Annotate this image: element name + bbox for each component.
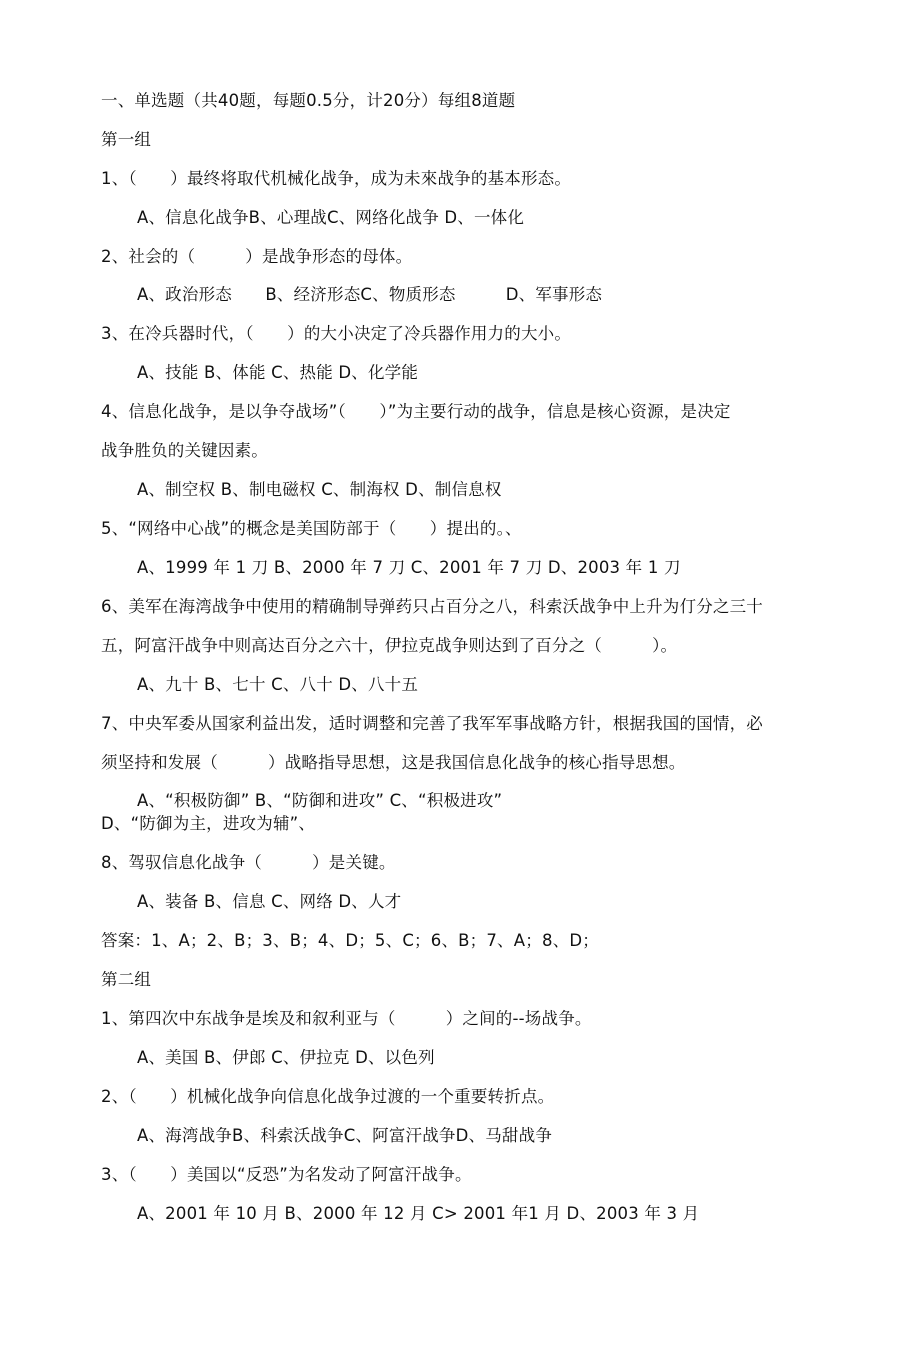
question-1-4-line2: 战争胜负的关键因素。 xyxy=(101,441,268,460)
options-1-8: A、装备 B、信息 C、网络 D、人才 xyxy=(137,892,402,911)
question-1-6-line1: 6、美军在海湾战争中使用的精确制导弹药只占百分之八，科索沃战争中上升为仃分之三十 xyxy=(101,597,763,616)
question-1-1: 1、（ ）最终将取代机械化战争，成为未來战争的基本形态。 xyxy=(101,169,572,188)
question-1-4-line1: 4、信息化战争，是以争夺战场”（ ）”为主要行动的战争，信息是核心资源，是决定 xyxy=(101,402,731,421)
options-1-2: A、政治形态 B、经济形态C、物质形态 D、军事形态 xyxy=(137,285,603,304)
question-2-1: 1、第四次中东战争是埃及和叙利亚与（ ）之间的--场战争。 xyxy=(101,1009,592,1028)
question-1-7-line2: 须坚持和发展（ ）战略指导思想，这是我国信息化战争的核心指导思想。 xyxy=(101,753,686,772)
options-2-1: A、美国 B、伊郎 C、伊拉克 D、以色列 xyxy=(137,1048,435,1067)
answer-key-1: 答案：1、A；2、B；3、B；4、D；5、C；6、B；7、A；8、D； xyxy=(101,931,599,950)
options-1-7-line1: A、“积极防御” B、“防御和进攻” C、“积极进攻” xyxy=(137,791,503,810)
question-1-8: 8、驾驭信息化战争（ ）是关键。 xyxy=(101,853,396,872)
question-1-2: 2、社会的（ ）是战争形态的母体。 xyxy=(101,247,413,266)
question-1-7-line1: 7、中央军委从国家利益出发，适时调整和完善了我军军事战略方针，根据我国的国情，必 xyxy=(101,714,763,733)
question-1-3: 3、在冷兵器时代，（ ）的大小决定了冷兵器作用力的大小。 xyxy=(101,324,572,343)
options-1-6: A、九十 B、七十 C、八十 D、八十五 xyxy=(137,675,419,694)
options-1-5: A、1999 年 1 刀 B、2000 年 7 刀 C、2001 年 7 刀 D、2003 年 1 刀 xyxy=(137,558,681,577)
options-1-3: A、技能 B、体能 C、热能 D、化学能 xyxy=(137,363,419,382)
options-1-7-line2: D、“防御为主，进攻为辅”、 xyxy=(101,814,316,833)
group-heading-2: 第二组 xyxy=(101,970,152,989)
options-1-1: A、信息化战争B、心理战C、网络化战争 D、一体化 xyxy=(137,208,525,227)
question-2-3: 3、（ ）美国以“反恐”为名发动了阿富汗战争。 xyxy=(101,1165,472,1184)
question-1-6-line2: 五，阿富汗战争中则高达百分之六十，伊拉克战争则达到了百分之（ ）。 xyxy=(101,636,678,655)
question-2-2: 2、（ ）机械化战争向信息化战争过渡的一个重要转折点。 xyxy=(101,1087,555,1106)
options-2-3: A、2001 年 10 月 B、2000 年 12 月 C> 2001 年1 月 D、2003 年 3 月 xyxy=(137,1204,700,1223)
question-1-5: 5、“网络中心战”的概念是美国防部于（ ）提出的。、 xyxy=(101,519,522,538)
section-title: 一、单选题（共40题，每题0.5分，计20分）每组8道题 xyxy=(101,91,516,110)
group-heading-1: 第一组 xyxy=(101,130,152,149)
options-1-4: A、制空权 B、制电磁权 C、制海权 D、制信息权 xyxy=(137,480,502,499)
options-2-2: A、海湾战争B、科索沃战争C、阿富汗战争D、马甜战争 xyxy=(137,1126,553,1145)
